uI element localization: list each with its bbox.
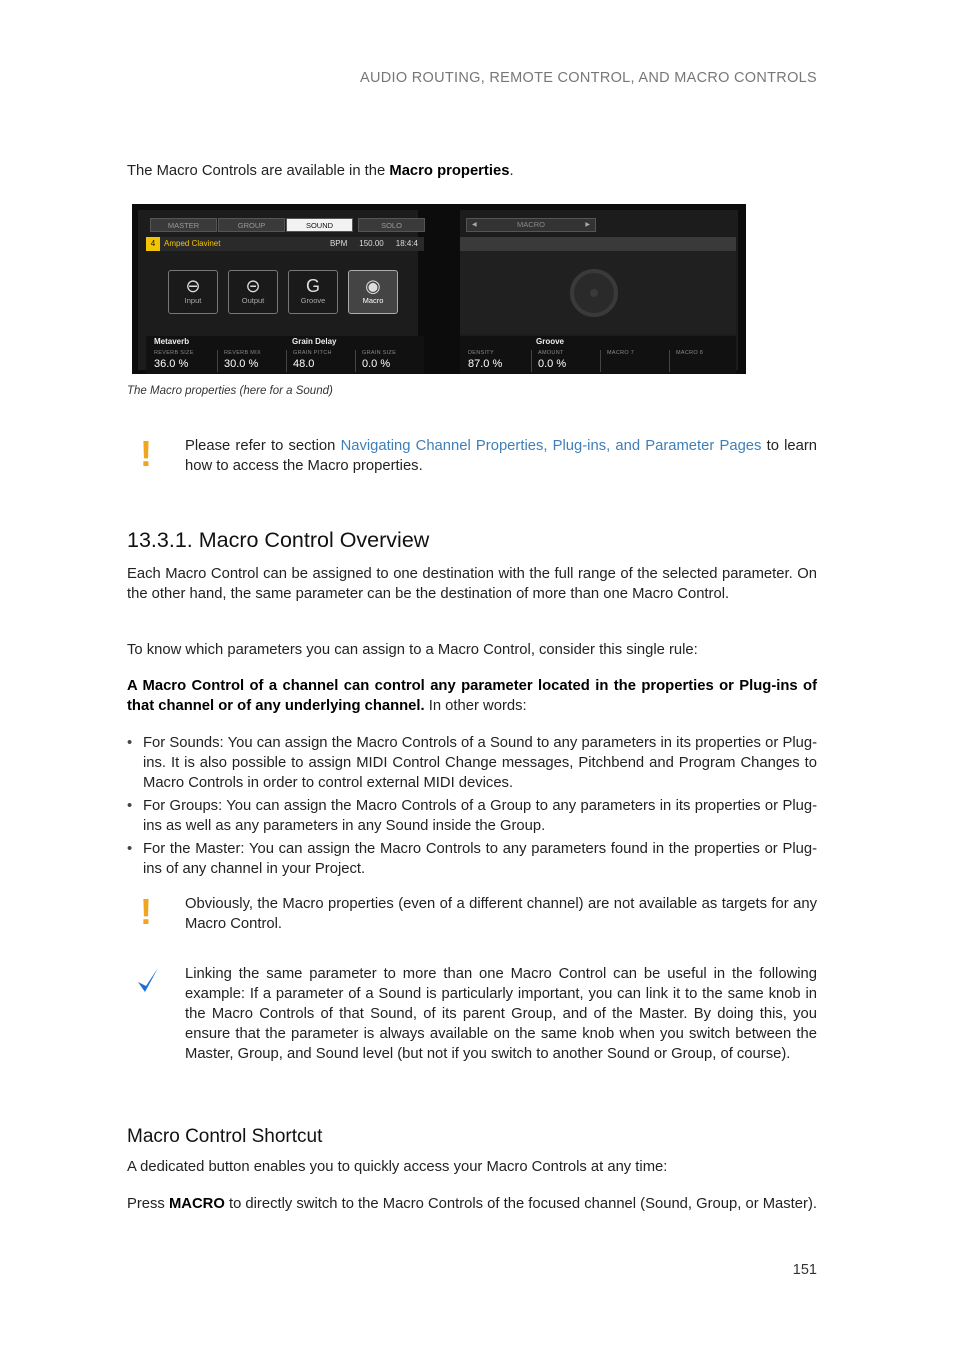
paragraph-2: To know which parameters you can assign to a Macro Control, consider this single rule: (127, 642, 698, 658)
warning-icon: ! (140, 891, 152, 932)
pad-number: 4 (146, 237, 160, 251)
press-text: Press (127, 1196, 169, 1212)
param-value: 87.0 % (468, 358, 503, 370)
param-macro-8[interactable] (669, 350, 736, 372)
running-header: AUDIO ROUTING, REMOTE CONTROL, AND MACRO CONTROLS (360, 70, 817, 86)
tab-solo[interactable]: SOLO (358, 218, 425, 232)
channel-tabs (150, 218, 426, 232)
tab-group[interactable]: GROUP (218, 218, 285, 232)
param-label: DENSITY (468, 350, 494, 356)
param-label: MACRO 8 (676, 350, 704, 356)
groove-label: Groove (300, 296, 326, 305)
macro-page-selector[interactable] (466, 218, 596, 232)
tab-master[interactable]: MASTER (150, 218, 217, 232)
sound-info-bar (146, 237, 424, 251)
tab-sound[interactable]: SOUND (286, 218, 353, 232)
macro-icon: ◉ (365, 276, 381, 296)
left-display (138, 210, 418, 370)
param-macro-7[interactable] (600, 350, 669, 372)
param-amount[interactable] (531, 350, 600, 372)
param-label: REVERB MIX (224, 350, 261, 356)
macro-page-label: MACRO (517, 220, 545, 229)
warning-icon: ! (140, 433, 152, 474)
param-value: 0.0 % (538, 358, 567, 370)
param-density[interactable] (462, 350, 531, 372)
param-value: 30.0 % (224, 358, 259, 370)
param-label: MACRO 7 (607, 350, 635, 356)
macro-properties-screenshot (132, 204, 746, 374)
song-position: 18:4:4 (395, 239, 418, 248)
paragraph-1: Each Macro Control can be assigned to one destination with the full range of the selected parameter. On the other hand, the same parameter can be the destination of more than one Macro Control. (127, 566, 817, 602)
param-label: REVERB SIZE (154, 350, 194, 356)
checkmark-icon (136, 966, 160, 996)
param-value: 0.0 % (362, 358, 391, 370)
list-item: • For the Master: You can assign the Macro Controls to any parameters found in the properties or Plug-ins of any channel in your Project. (127, 839, 817, 879)
intro-paragraph (127, 161, 817, 181)
intro-bold: Macro properties (389, 163, 510, 179)
right-display (460, 210, 738, 370)
prev-arrow-icon[interactable]: ◀ (472, 222, 477, 228)
next-arrow-icon[interactable]: ▶ (585, 222, 590, 228)
param-grain-pitch[interactable] (286, 350, 355, 372)
page-number: 151 (792, 1262, 817, 1278)
rule-suffix: In other words: (424, 698, 527, 714)
groove-button[interactable] (288, 270, 338, 314)
tip-linking: Linking the same parameter to more than one Macro Control can be useful in the following example: If a parameter of a Sound is particularly important, you can link it to the same knob in the Macro Controls of that Sound, of its parent Group, and of the Master. By doing this, you ensure that the parameter is always available on the same knob when you switch between the Master, Group, and Sound level (but not if you switch to another Sound or Group, of course). (185, 966, 817, 1062)
sound-name: Amped Clavinet (164, 239, 221, 248)
bpm-label: BPM (329, 239, 348, 248)
property-buttons (168, 270, 408, 314)
groove-icon: G (305, 276, 320, 296)
list-item: • For Sounds: You can assign the Macro Controls of a Sound to any parameters in its properties or Plug-ins. It is also possible to assign MIDI Control Change messages, Pitchbend and Program Changes to Macro Controls in order to control external MIDI devices. (127, 733, 817, 793)
figure-caption: The Macro properties (here for a Sound) (127, 385, 333, 397)
paragraph-4: A dedicated button enables you to quickly access your Macro Controls at any time: (127, 1159, 668, 1175)
param-reverb-size[interactable] (148, 350, 217, 372)
input-icon: ⊖ (185, 276, 201, 296)
paragraph-3 (127, 676, 817, 716)
list-item: • For Groups: You can assign the Macro Controls of a Group to any parameters in its properties or Plug-ins as well as any parameters in any Sound inside the Group. (127, 796, 817, 836)
press-suffix: to directly switch to the Macro Controls of the focused channel (Sound, Group, or Master). (224, 1196, 817, 1212)
param-label: GRAIN SIZE (362, 350, 397, 356)
macro-knob-icon (570, 269, 618, 317)
note-text: Please refer to section (185, 438, 341, 454)
right-parameter-strip (460, 336, 736, 374)
intro-suffix: . (509, 163, 514, 179)
section-link[interactable]: Navigating Channel Properties, Plug-ins, and Parameter Pages (340, 438, 762, 454)
param-group-metaverb: Metaverb (154, 337, 190, 346)
left-parameter-strip (146, 336, 424, 374)
param-value: 48.0 (293, 358, 315, 370)
macro-header-band (460, 237, 736, 251)
macro-label: Macro (362, 296, 384, 305)
bpm-value: 150.00 (359, 239, 384, 248)
note-macro-targets: Obviously, the Macro properties (even of a different channel) are not available as targets for any Macro Control. (185, 896, 817, 932)
intro-text: The Macro Controls are available in the (127, 163, 390, 179)
macro-button[interactable] (348, 270, 398, 314)
note-navigation (185, 436, 817, 476)
input-button[interactable] (168, 270, 218, 314)
param-grain-size[interactable] (355, 350, 424, 372)
param-group-groove: Groove (536, 337, 565, 346)
param-label: AMOUNT (538, 350, 564, 356)
section-heading: 13.3.1. Macro Control Overview (127, 528, 430, 552)
param-group-grain-delay: Grain Delay (292, 337, 337, 346)
param-reverb-mix[interactable] (217, 350, 286, 372)
bullet-list (127, 733, 817, 882)
note-suffix: to learn how to access the Macro properties. (185, 438, 818, 474)
output-button[interactable] (228, 270, 278, 314)
param-value: 36.0 % (154, 358, 189, 370)
rule-bold: A Macro Control of a channel can control any parameter located in the properties or Plug-ins of that channel or of any underlying channel. (127, 678, 817, 714)
paragraph-5 (127, 1194, 817, 1214)
output-icon: ⊝ (245, 276, 261, 296)
output-label: Output (241, 296, 265, 305)
subheading: Macro Control Shortcut (127, 1126, 323, 1147)
macro-button-name: MACRO (168, 1196, 225, 1212)
input-label: Input (184, 296, 202, 305)
macro-knob-area (460, 251, 736, 334)
param-label: GRAIN PITCH (293, 350, 332, 356)
tempo-readout (318, 237, 418, 251)
